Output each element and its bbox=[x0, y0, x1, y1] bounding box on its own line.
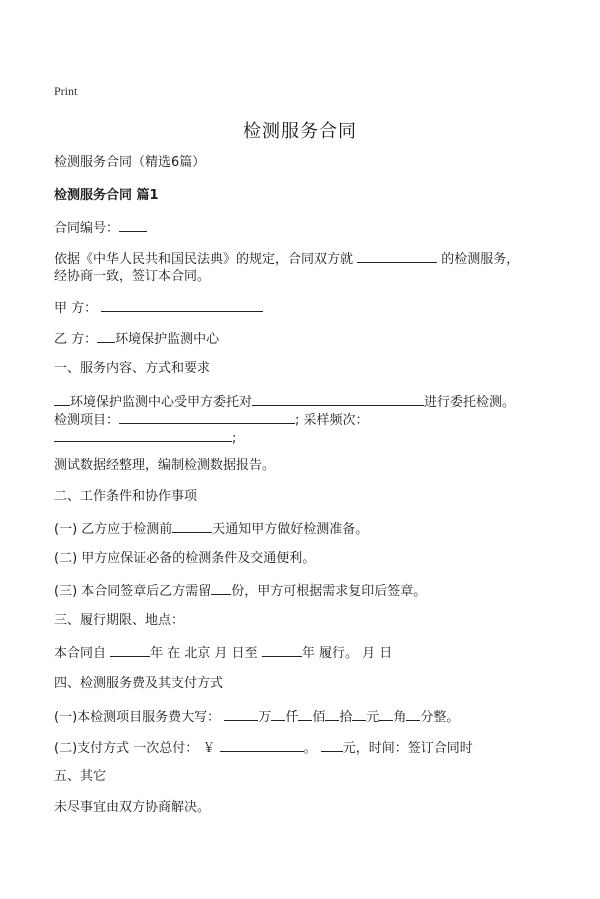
contract-number-label: 合同编号： bbox=[54, 221, 120, 236]
page-title: 检测服务合同 bbox=[243, 121, 357, 142]
fee-yuan-blank bbox=[352, 707, 366, 721]
party-a-blank bbox=[101, 298, 263, 312]
party-b-blank bbox=[97, 329, 115, 343]
section-2-item-1 bbox=[54, 519, 368, 539]
fee-fen: 分整。 bbox=[420, 710, 460, 725]
section-1-line-1 bbox=[54, 392, 515, 412]
end-year-blank bbox=[262, 643, 302, 657]
fee-jiao-blank bbox=[379, 707, 393, 721]
data-processing-line: 测试数据经整理，编制检测数据报告。 bbox=[54, 458, 276, 473]
sampling-label: ; 采样频次： bbox=[295, 413, 369, 428]
party-b-line bbox=[54, 329, 219, 349]
items-line bbox=[54, 410, 369, 430]
section-2-item-3-end: 份，甲方可根据需求复印后签章。 bbox=[231, 584, 427, 599]
contract-number-line bbox=[54, 218, 147, 238]
fee-yuan: 元 bbox=[366, 710, 380, 725]
intro-line bbox=[54, 249, 519, 269]
section-2-item-3 bbox=[54, 581, 426, 601]
entrust-blank bbox=[252, 392, 424, 406]
fee-qian-blank bbox=[271, 707, 285, 721]
fee-jiao: 角 bbox=[393, 710, 407, 725]
party-b-label: 乙 方： bbox=[54, 332, 98, 347]
fee-wan-blank bbox=[224, 707, 258, 721]
intro-line-2: 经协商一致，签订本合同。 bbox=[54, 269, 211, 284]
fee-bai-blank bbox=[298, 707, 312, 721]
fee-line bbox=[54, 707, 459, 727]
term-line bbox=[54, 643, 392, 663]
section-5-heading: 五、其它 bbox=[54, 769, 107, 784]
service-blank bbox=[357, 249, 437, 263]
section-2-item-1-text: (一) 乙方应于检测前 bbox=[54, 522, 173, 537]
fee-shi: 拾 bbox=[339, 710, 353, 725]
org-blank bbox=[54, 392, 70, 406]
sampling-blank bbox=[54, 428, 232, 442]
term-text-start: 本合同自 bbox=[54, 646, 107, 661]
party-b-name: 环境保护监测中心 bbox=[115, 332, 220, 347]
items-label: 检测项目： bbox=[54, 413, 120, 428]
subtitle: 检测服务合同（精选6篇） bbox=[54, 155, 206, 170]
term-text-end: 年 履行。 月 日 bbox=[301, 646, 393, 661]
section-1-text: 环境保护监测中心受甲方委托对 bbox=[70, 395, 253, 410]
section-2-heading: 二、工作条件和协作事项 bbox=[54, 489, 198, 504]
payment-amount-blank bbox=[220, 738, 304, 752]
intro-text: 依据《中华人民共和国民法典》的规定，合同双方就 bbox=[54, 252, 354, 267]
fee-bai: 佰 bbox=[312, 710, 326, 725]
copies-blank bbox=[211, 581, 231, 595]
party-a-label: 甲 方： bbox=[54, 301, 98, 316]
fee-label: (一)本检测项目服务费大写： bbox=[54, 710, 221, 725]
party-a-line bbox=[54, 298, 263, 318]
fee-qian: 仟 bbox=[285, 710, 299, 725]
yen-sign: ￥ bbox=[202, 741, 216, 756]
sampling-line bbox=[54, 428, 236, 448]
start-year-blank bbox=[110, 643, 150, 657]
misc-line: 未尽事宜由双方协商解决。 bbox=[54, 800, 211, 815]
fee-shi-blank bbox=[325, 707, 339, 721]
section-2-item-3-text: (三) 本合同签章后乙方需留 bbox=[54, 584, 212, 599]
fee-fen-blank bbox=[406, 707, 420, 721]
section-1-text-end: 进行委托检测。 bbox=[424, 395, 516, 410]
section-2-item-2: (二) 甲方应保证必备的检测条件及交通便利。 bbox=[54, 551, 316, 566]
payment-time-text: 元，时间：签订合同时 bbox=[342, 741, 473, 756]
items-blank bbox=[119, 410, 295, 424]
term-text-mid: 年 在 北京 月 日至 bbox=[150, 646, 258, 661]
section-heading: 检测服务合同 篇1 bbox=[54, 188, 159, 203]
payment-yuan-blank bbox=[321, 738, 343, 752]
payment-label: (二)支付方式 一次总付： bbox=[54, 741, 199, 756]
fee-wan: 万 bbox=[258, 710, 272, 725]
section-3-heading: 三、履行期限、地点： bbox=[54, 613, 185, 628]
print-label[interactable]: Print bbox=[54, 84, 78, 98]
payment-period: 。 bbox=[303, 741, 317, 756]
section-2-item-1-end: 天通知甲方做好检测准备。 bbox=[212, 522, 369, 537]
intro-text-end: 的检测服务， bbox=[441, 252, 520, 267]
section-1-heading: 一、服务内容、方式和要求 bbox=[54, 361, 211, 376]
days-blank bbox=[172, 519, 212, 533]
payment-line bbox=[54, 738, 473, 758]
contract-number-blank bbox=[119, 218, 147, 232]
section-4-heading: 四、检测服务费及其支付方式 bbox=[54, 676, 224, 691]
sampling-end: ; bbox=[232, 431, 237, 446]
